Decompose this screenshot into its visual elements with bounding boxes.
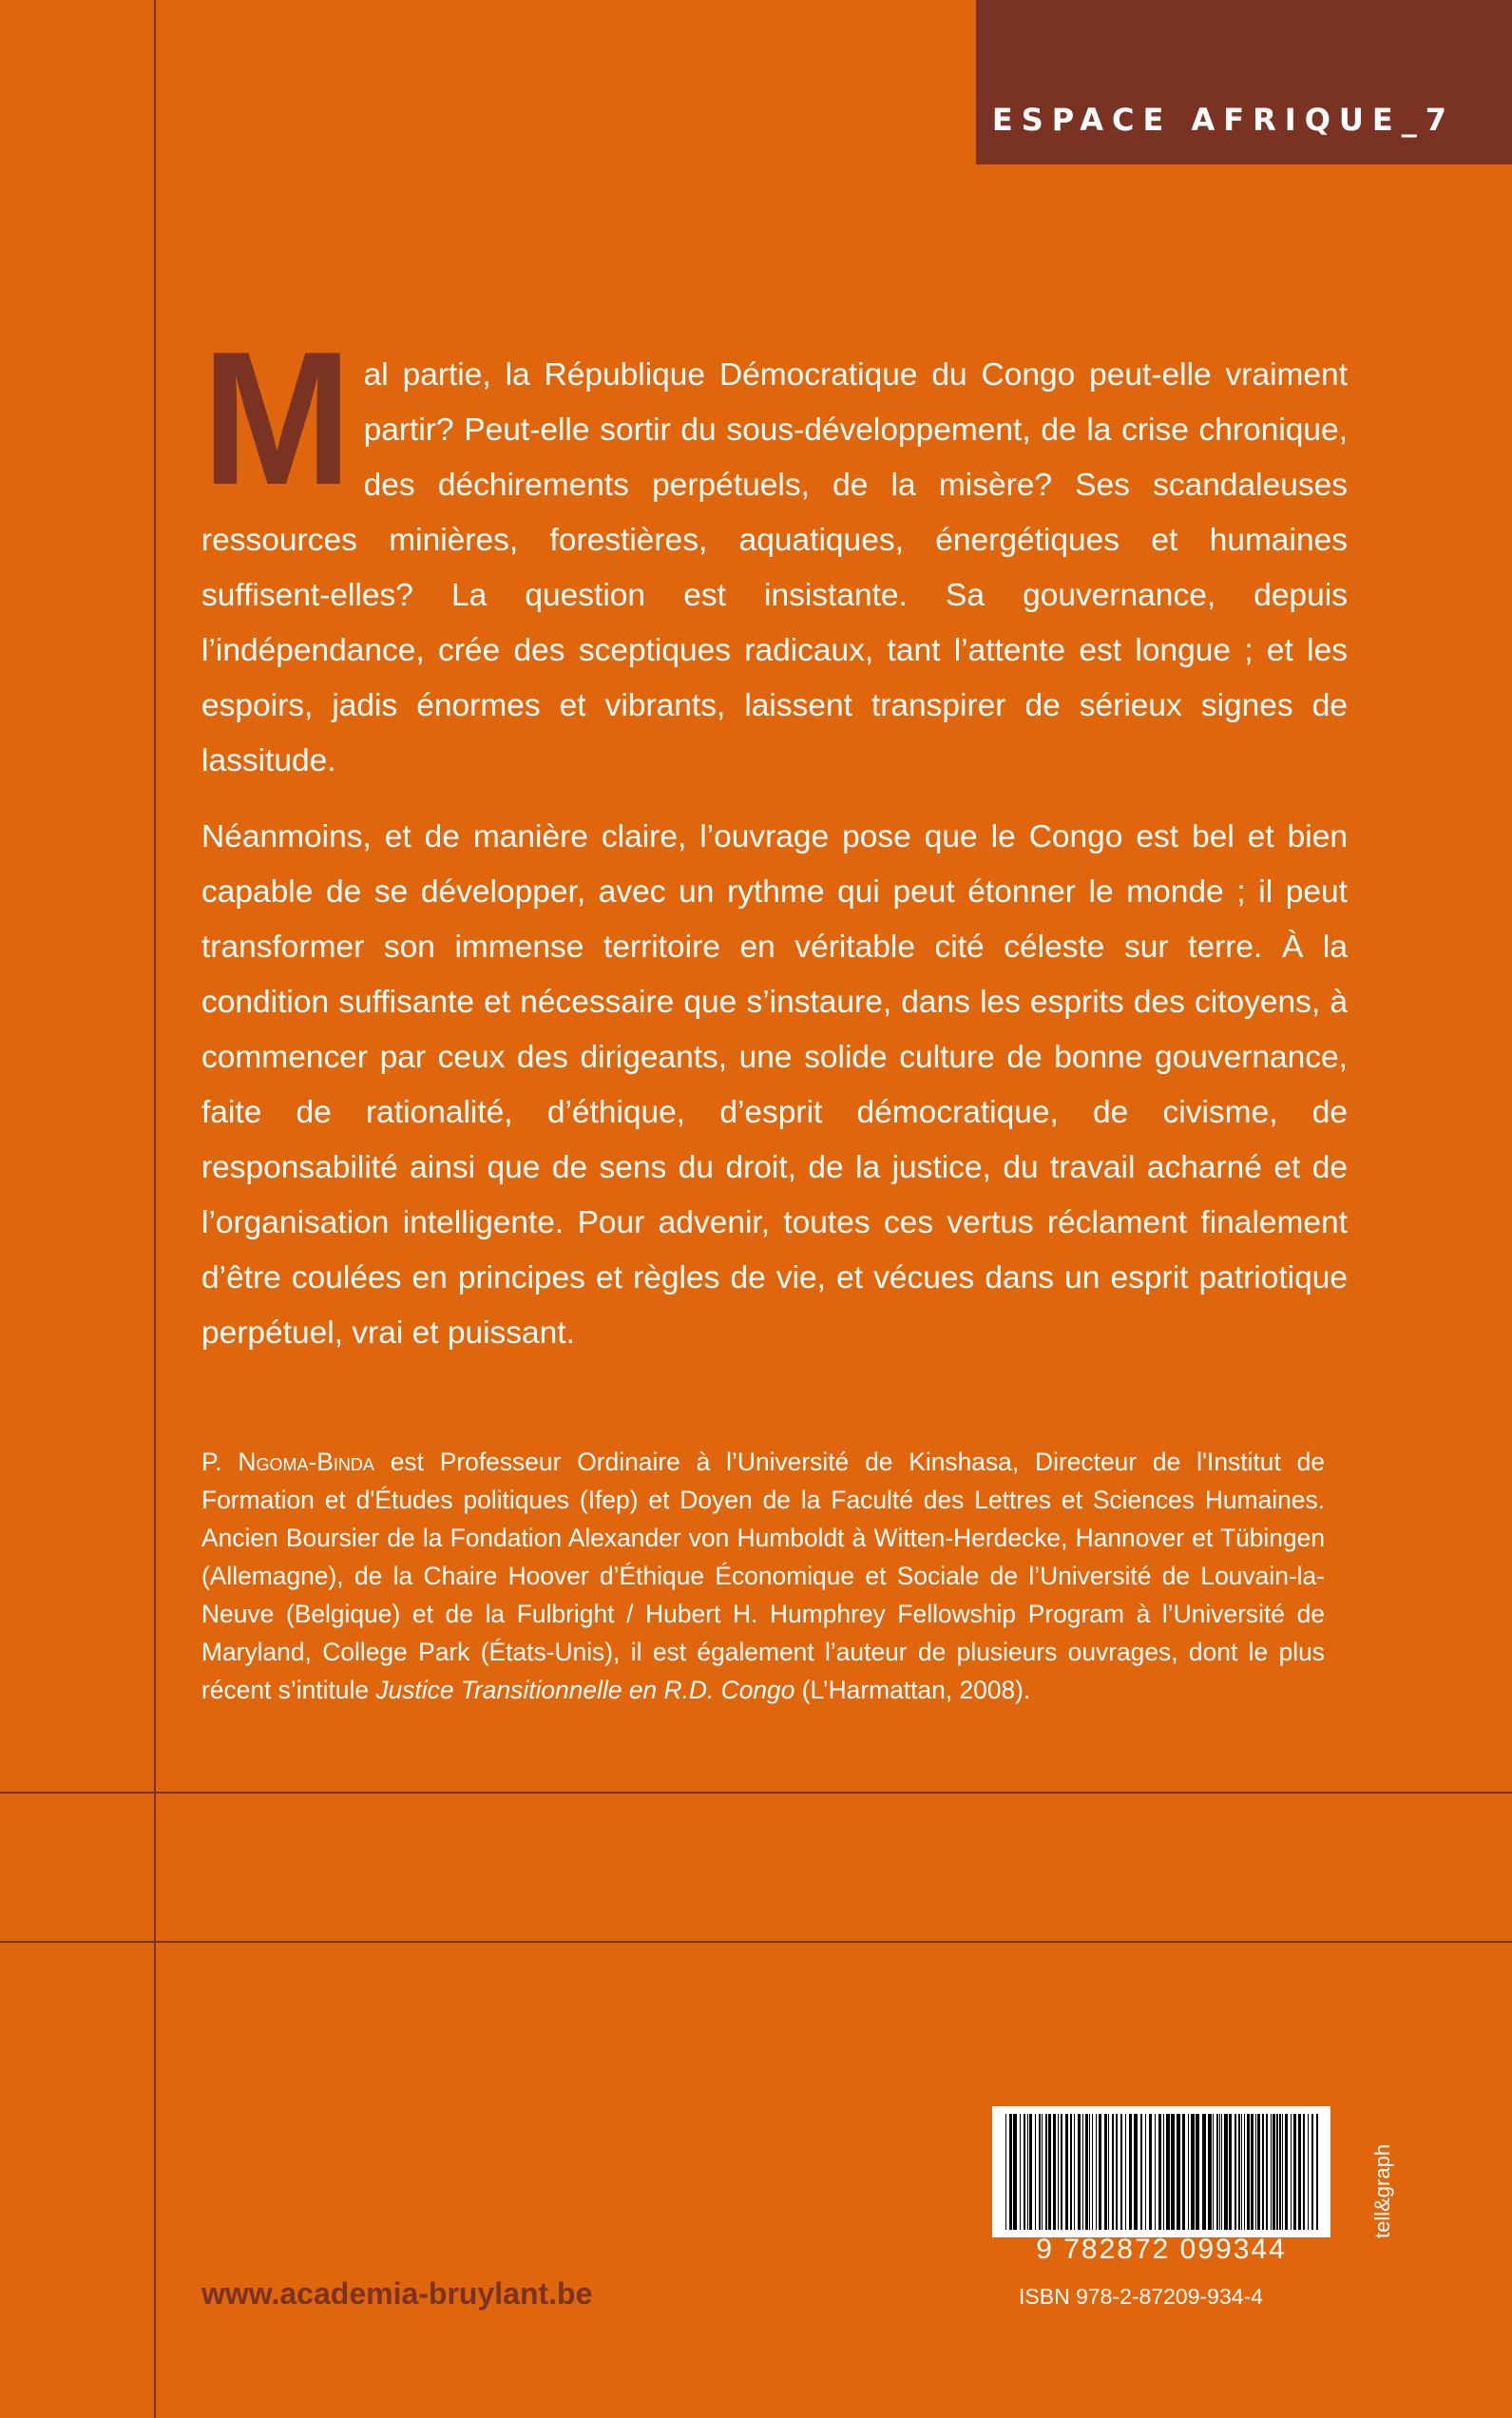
barcode-bar bbox=[1082, 2114, 1083, 2230]
barcode-bar bbox=[1276, 2114, 1278, 2230]
barcode-bar bbox=[1035, 2114, 1036, 2230]
barcode-bar bbox=[1149, 2114, 1152, 2230]
barcode-bar bbox=[1316, 2114, 1318, 2230]
barcode-bar bbox=[1303, 2114, 1305, 2230]
barcode-bar bbox=[1163, 2114, 1164, 2230]
barcode-bar bbox=[1027, 2114, 1028, 2230]
barcode-bar bbox=[1208, 2114, 1212, 2230]
barcode-digits: 9 782872 099344 bbox=[1036, 2234, 1287, 2265]
barcode-bar bbox=[1216, 2114, 1218, 2230]
barcode-bar bbox=[1039, 2114, 1041, 2230]
barcode-bar bbox=[1262, 2114, 1264, 2230]
barcode-bar bbox=[1221, 2114, 1222, 2230]
barcode-bar bbox=[1247, 2114, 1250, 2230]
barcode-bar bbox=[1158, 2114, 1161, 2230]
blurb-paragraph-1-text: al partie, la République Démocratique du Congo peut-elle vraiment partir? Peut-elle sortir du sous-développement, de la crise chronique, des déchirements perpétuels, de la misère? Ses scandaleuses ressources minières, forestières, aquatiques, énergétiques et humaines suffisent-elles? La question est insistante. Sa gouvernance, depuis l’indépendance, crée des sceptiques radicaux, tant l’attente est longue ; et les espoirs, jadis énormes et vibrants, laissent transpirer de sérieux signes de lassitude. bbox=[201, 357, 1348, 778]
barcode-bar bbox=[1257, 2114, 1260, 2230]
drop-cap: M bbox=[201, 313, 353, 525]
barcode-bar bbox=[1229, 2114, 1232, 2230]
barcode-bar bbox=[1058, 2114, 1059, 2230]
author-bio bbox=[201, 1443, 1325, 1709]
author-bio-text-1: est Professeur Ordinaire à l’Université de Kinshasa, Directeur de l'Institut de Formation et d'Études politiques (Ifep) et Doyen de la Faculté des Lettres et Sciences Humaines. Ancien Boursier de la Fondation Alexander von Humboldt à Witten-Herdecke, Hannover et Tübingen (Allemagne), de la Chaire Hoover d’Éthique Économique et Sociale de l’Université de Louvain-la-Neuve (Belgique) et de la Fulbright / Hubert H. Humphrey Fellowship Program à l’Université de Maryland, College Park (États-Unis), il est également l’auteur de plusieurs ouvrages, dont le plus récent s’intitule bbox=[201, 1448, 1325, 1704]
book-title: Justice Transitionnelle en R.D. Congo bbox=[375, 1676, 795, 1704]
barcode-bar bbox=[1053, 2114, 1056, 2230]
barcode-bar bbox=[1241, 2114, 1242, 2230]
barcode-bar bbox=[1282, 2114, 1283, 2230]
barcode-bar bbox=[1089, 2114, 1090, 2230]
barcode-bar bbox=[1099, 2114, 1101, 2230]
barcode-bar bbox=[1191, 2114, 1195, 2230]
barcode-bar bbox=[1308, 2114, 1309, 2230]
barcode-bar bbox=[1202, 2114, 1206, 2230]
barcode-bar bbox=[1224, 2114, 1228, 2230]
barcode-bar bbox=[1074, 2114, 1075, 2230]
author-initial: P. bbox=[201, 1448, 222, 1476]
barcode-bar bbox=[1182, 2114, 1185, 2230]
barcode-bar bbox=[1092, 2114, 1093, 2230]
barcode-bar bbox=[1096, 2114, 1097, 2230]
barcode-bar bbox=[1024, 2114, 1025, 2230]
barcode-bar bbox=[1251, 2114, 1254, 2230]
blurb bbox=[201, 313, 1348, 1361]
barcode-bar bbox=[1219, 2114, 1220, 2230]
barcode-bar bbox=[1177, 2114, 1180, 2230]
barcode-bars bbox=[992, 2106, 1330, 2232]
barcode-bar bbox=[1155, 2114, 1156, 2230]
barcode-bar bbox=[1213, 2114, 1214, 2230]
barcode-bar bbox=[1112, 2114, 1114, 2230]
barcode-bar bbox=[1020, 2114, 1021, 2230]
barcode-bar bbox=[1298, 2114, 1301, 2230]
barcode-bar bbox=[1009, 2114, 1012, 2230]
barcode-bar bbox=[1085, 2114, 1088, 2230]
barcode-bar bbox=[1293, 2114, 1296, 2230]
author-bio-text-2: (L’Harmattan, 2008). bbox=[794, 1676, 1031, 1704]
author-bio-paragraph bbox=[201, 1443, 1325, 1709]
barcode-bar bbox=[1285, 2114, 1288, 2230]
barcode-bar bbox=[1129, 2114, 1132, 2230]
barcode-bar bbox=[1238, 2114, 1240, 2230]
barcode-bar bbox=[1279, 2114, 1281, 2230]
barcode-bar bbox=[1005, 2114, 1006, 2230]
barcode-bar bbox=[1188, 2114, 1189, 2230]
divider-line-lower bbox=[0, 1941, 1512, 1943]
barcode-bar bbox=[1166, 2114, 1170, 2230]
barcode-bar bbox=[1311, 2114, 1313, 2230]
barcode-bar bbox=[1244, 2114, 1245, 2230]
barcode-bar bbox=[1045, 2114, 1047, 2230]
barcode-bar bbox=[1291, 2114, 1292, 2230]
barcode-bar bbox=[1048, 2114, 1051, 2230]
barcode-bar bbox=[1273, 2114, 1275, 2230]
barcode-bar bbox=[1140, 2114, 1142, 2230]
barcode-bar bbox=[1078, 2114, 1081, 2230]
barcode-bar bbox=[1065, 2114, 1068, 2230]
barcode-bar bbox=[1104, 2114, 1107, 2230]
series-banner bbox=[976, 0, 1512, 164]
publisher-url[interactable]: www.academia-bruylant.be bbox=[201, 2276, 593, 2311]
barcode-bar bbox=[1145, 2114, 1146, 2230]
series-label: ESPACE AFRIQUE_7 bbox=[991, 102, 1455, 138]
barcode-bar bbox=[1255, 2114, 1256, 2230]
barcode-bar bbox=[1134, 2114, 1138, 2230]
barcode-bar bbox=[1070, 2114, 1072, 2230]
designer-credit: tell&graph bbox=[1370, 2143, 1394, 2238]
barcode-bar bbox=[1266, 2114, 1268, 2230]
barcode-bar bbox=[1042, 2114, 1043, 2230]
barcode-bar bbox=[1171, 2114, 1175, 2230]
barcode-bar bbox=[1196, 2114, 1199, 2230]
author-name: Ngoma-Binda bbox=[238, 1448, 374, 1476]
barcode-bar bbox=[1125, 2114, 1126, 2230]
barcode-bar bbox=[1271, 2114, 1272, 2230]
spine-guide-line bbox=[154, 0, 156, 2418]
barcode-bar bbox=[1061, 2114, 1062, 2230]
barcode-bar bbox=[1120, 2114, 1122, 2230]
barcode bbox=[992, 2106, 1330, 2265]
isbn: ISBN 978-2-87209-934-4 bbox=[1019, 2284, 1263, 2309]
blurb-paragraph-2: Néanmoins, et de manière claire, l’ouvrage pose que le Congo est bel et bien capable de se développer, avec un rythme qui peut étonner le monde ; il peut transformer son immense territoire en véritable cité céleste sur terre. À la condition suffisante et nécessaire que s’instaure, dans les esprits des citoyens, à commencer par ceux des dirigeants, une solide culture de bonne gouvernance, faite de rationalité, d’éthique, d’esprit démocratique, de civisme, de responsabilité ainsi que de sens du droit, de la justice, du travail acharné et de l’organisation intelligente. Pour advenir, toutes ces vertus réclament finalement d’être coulées en principes et règles de vie, et vécues dans un esprit patriotique perpétuel, vrai et puissant. bbox=[201, 819, 1348, 1351]
barcode-bar bbox=[1234, 2114, 1236, 2230]
blurb-paragraph-1 bbox=[201, 313, 1348, 789]
barcode-bar bbox=[1013, 2114, 1017, 2230]
barcode-bar bbox=[1029, 2114, 1032, 2230]
divider-line-upper bbox=[0, 1792, 1512, 1794]
barcode-bar bbox=[1116, 2114, 1118, 2230]
barcode-bar bbox=[1108, 2114, 1109, 2230]
